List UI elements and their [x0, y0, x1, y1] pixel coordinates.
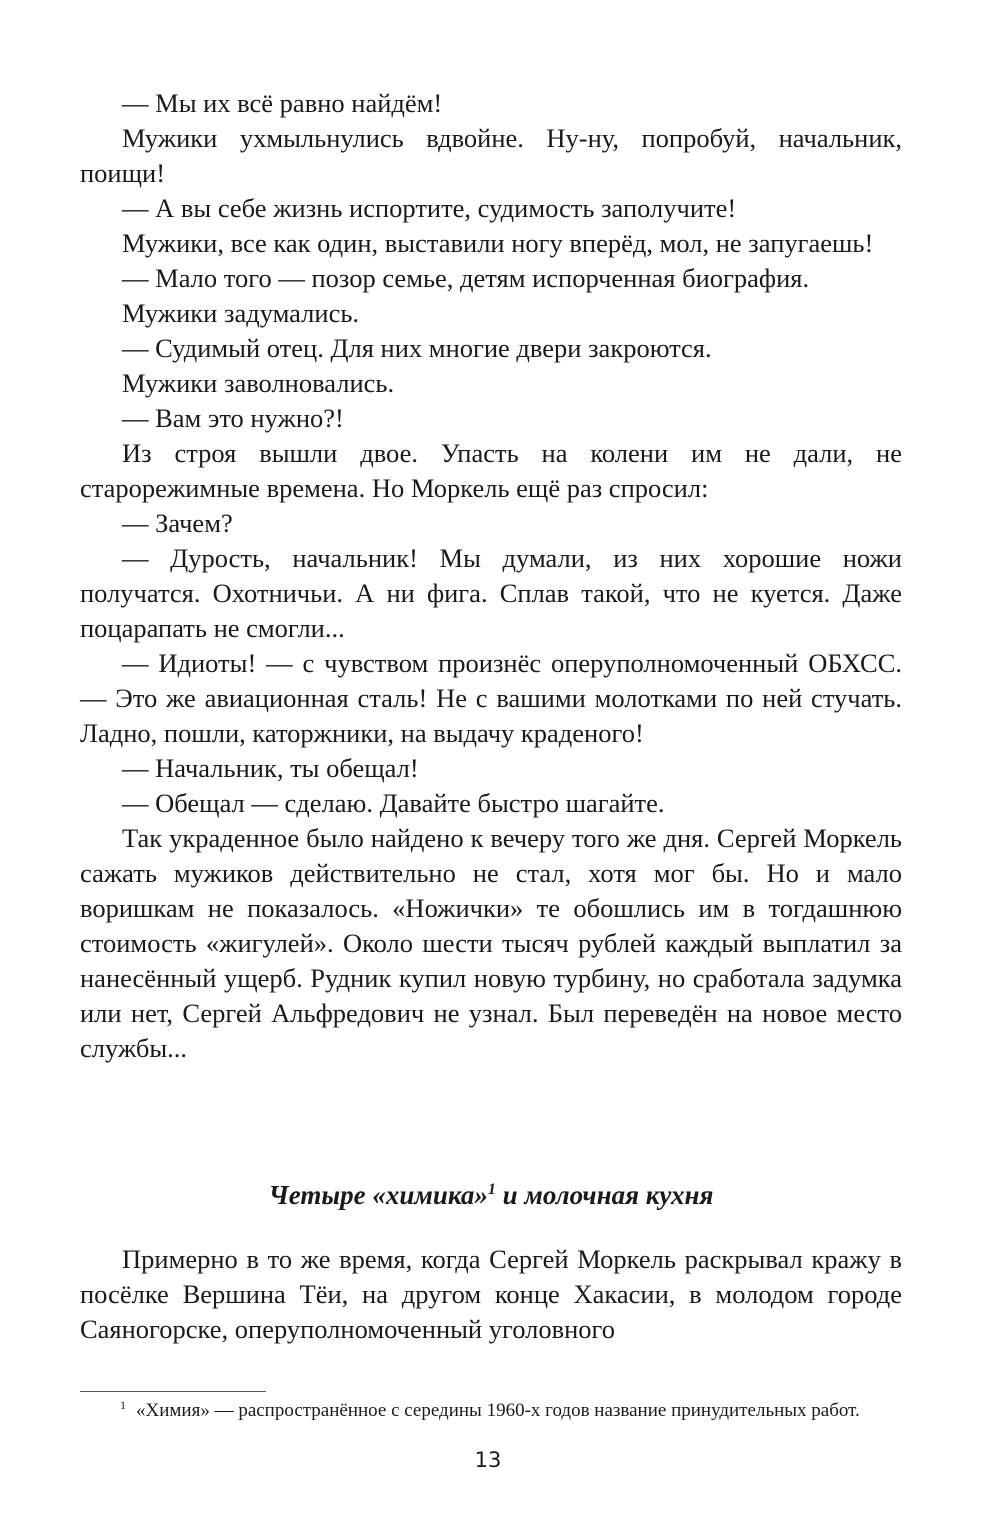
paragraph: Из строя вышли двое. Упасть на колени им не дали, не старорежимные времена. Но Моркель ещё раз спросил:: [80, 438, 902, 503]
footnote: [80, 1397, 902, 1425]
paragraph: — Идиоты! — с чувством произнёс оперуполномоченный ОБХСС. — Это же авиационная сталь! Не с вашими молотками по ней стучать. Ладно, пошли, каторжники, на выдачу краденого!: [80, 648, 902, 748]
section-text: [80, 1242, 902, 1347]
paragraph: — Мы их всё равно найдём!: [122, 88, 443, 118]
paragraph: Мужики ухмыльнулись вдвойне. Ну-ну, попробуй, начальник, поищи!: [80, 123, 902, 188]
paragraph: Мужики задумались.: [122, 298, 360, 328]
section-heading-text-rest: и молочная кухня: [495, 1180, 714, 1210]
paragraph: — Зачем?: [122, 508, 233, 538]
paragraph: — Вам это нужно?!: [122, 403, 344, 433]
paragraph: Мужики, все как один, выставили ногу вперёд, мол, не запугаешь!: [122, 228, 874, 258]
main-text: [80, 86, 902, 1066]
section-heading: [80, 1177, 902, 1213]
paragraph: — Обещал — сделаю. Давайте быстро шагайте.: [122, 788, 665, 818]
footnote-divider: [80, 1391, 266, 1392]
footnote-reference: 1: [487, 1181, 496, 1198]
footnote-mark: 1: [120, 1397, 126, 1412]
paragraph: — Дурость, начальник! Мы думали, из них хорошие ножи получатся. Охотничьи. А ни фига. Сплав такой, что не куется. Даже поцарапать не смогли...: [80, 543, 902, 643]
paragraph: Так украденное было найдено к вечеру того же дня. Сергей Моркель сажать мужиков действительно не стал, хотя мог бы. Но и мало воришкам не показалось. «Ножички» те обошлись им в тогдашнюю стоимость «жигулей». Около шести тысяч рублей каждый выплатил за нанесённый ущерб. Рудник купил новую турбину, но сработала задумка или нет, Сергей Альфредович не узнал. Был переведён на новое место службы...: [80, 823, 902, 1063]
paragraph: — Мало того — позор семье, детям испорченная биография.: [122, 263, 810, 293]
section-heading-text: Четыре «химика»: [268, 1180, 488, 1210]
paragraph: — Судимый отец. Для них многие двери закроются.: [122, 333, 712, 363]
paragraph: — А вы себе жизнь испортите, судимость заполучите!: [122, 193, 737, 223]
paragraph: Мужики заволновались.: [122, 368, 395, 398]
paragraph: Примерно в то же время, когда Сергей Моркель раскрывал кражу в посёлке Вершина Тёи, на другом конце Хакасии, в молодом городе Саяногорске, оперуполномоченный уголовного: [80, 1244, 902, 1344]
paragraph: — Начальник, ты обещал!: [122, 753, 419, 783]
page-number: 13: [474, 1448, 502, 1472]
footnote-text: «Химия» — распространённое с середины 1960-х годов название принудительных работ.: [136, 1400, 860, 1421]
